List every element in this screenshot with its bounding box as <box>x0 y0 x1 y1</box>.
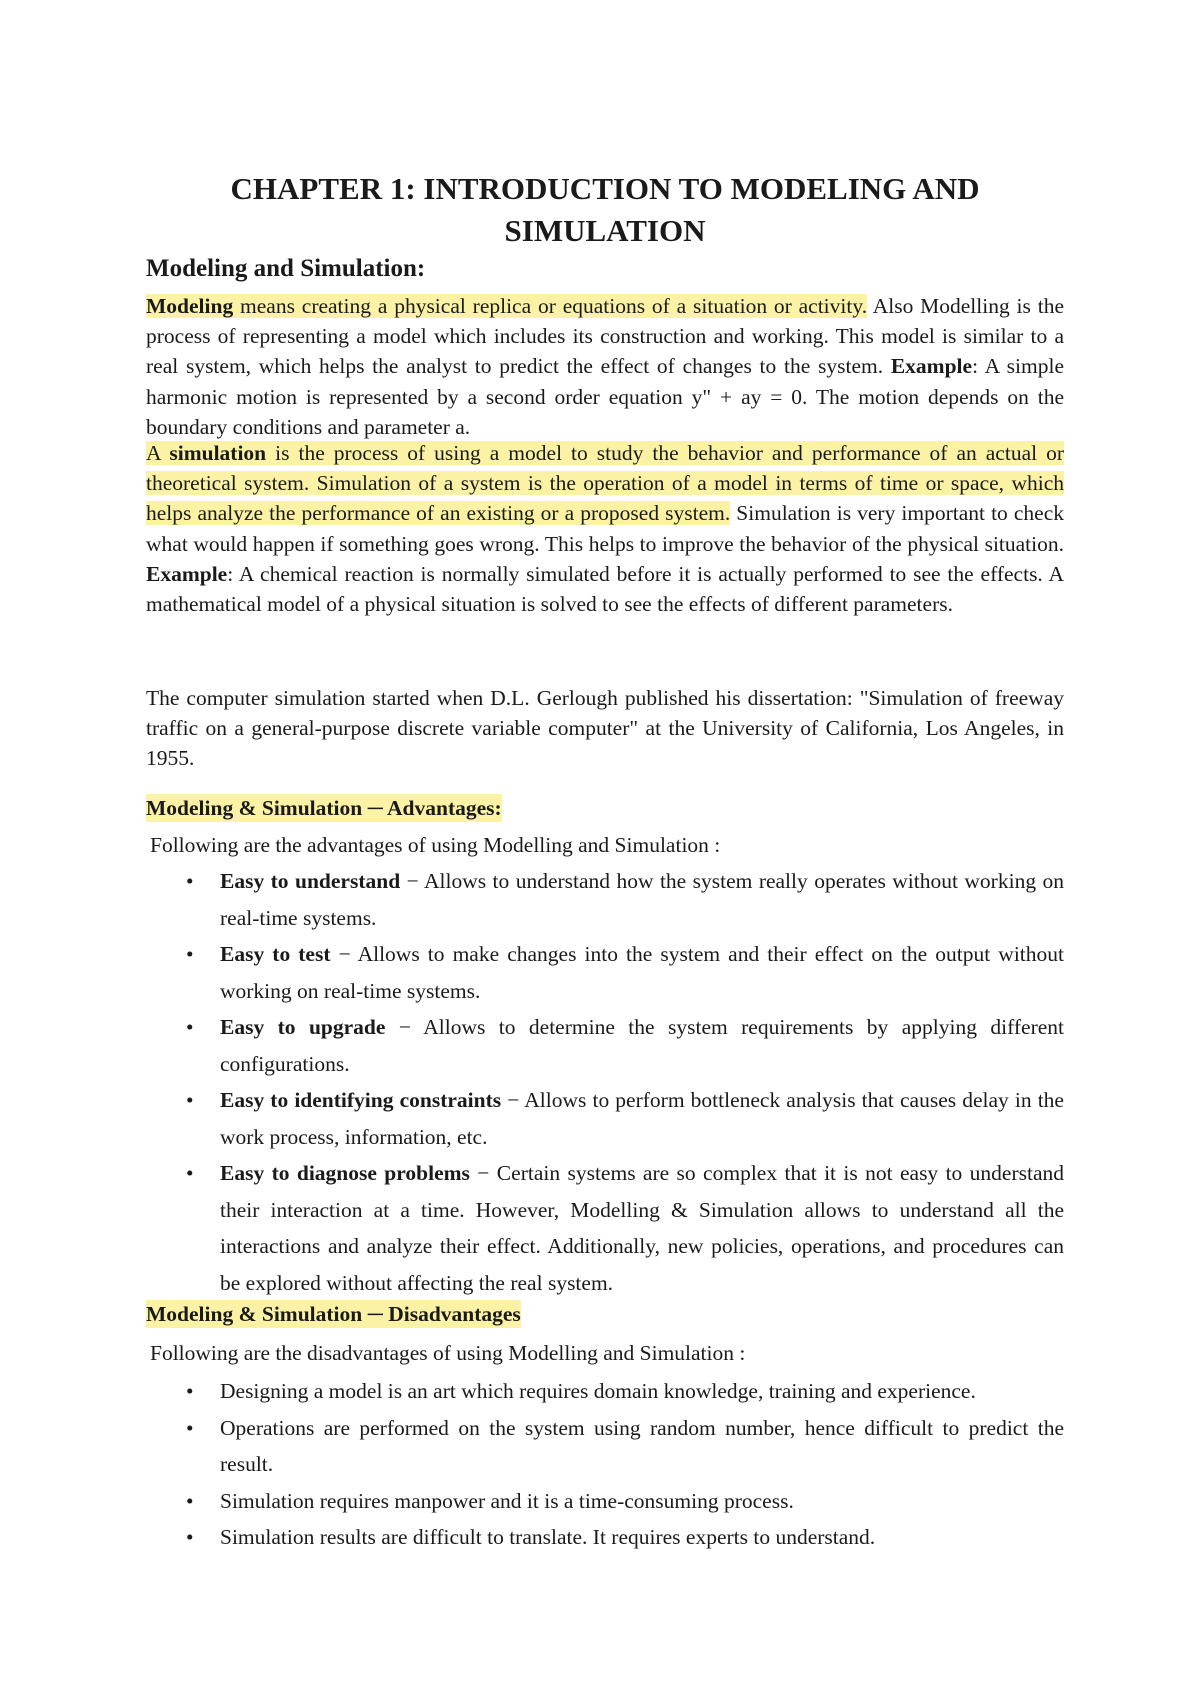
disadvantages-intro: Following are the disadvantages of using Modelling and Simulation : <box>150 1341 746 1365</box>
list-item-text: − Allows to make changes into the system and their effect on the output without working on real-time systems. <box>220 942 1064 1003</box>
advantage-item <box>186 1082 1064 1155</box>
bullet-icon: • <box>186 1379 194 1403</box>
advantage-item <box>186 1009 1064 1082</box>
example-text-1: : A simple harmonic motion is represented by a second order equation y" + ay = 0. The motion depends on the boundary conditions and parameter a. <box>146 354 1064 439</box>
simulation-definition-text: is the process of using a model to study the behavior and performance of an actual or theoretical system. Simulation of a system is the operation of a model in terms of time or space, which helps analyze the performance of an existing or a proposed system. <box>146 441 1064 526</box>
list-item-text: − Allows to understand how the system really operates without working on real-time systems. <box>220 869 1065 930</box>
list-item-content <box>220 1525 875 1549</box>
highlight-modeling-definition <box>146 294 867 318</box>
chapter-title-line1: CHAPTER 1: INTRODUCTION TO MODELING AND <box>230 171 980 206</box>
disadvantage-item <box>186 1483 1064 1520</box>
list-item-content <box>220 1416 1064 1477</box>
bullet-icon: • <box>186 1488 194 1513</box>
bullet-icon: • <box>186 1415 194 1440</box>
list-item-text: − Allows to perform bottleneck analysis that causes delay in the work process, information, etc. <box>220 1088 1064 1149</box>
chapter-title <box>146 168 1064 252</box>
advantages-intro: Following are the advantages of using Modelling and Simulation : <box>150 833 721 857</box>
list-item-text: Designing a model is an art which requires domain knowledge, training and experience. <box>220 1379 976 1403</box>
example-label-1: Example <box>890 354 973 379</box>
bullet-icon: • <box>186 869 194 893</box>
list-item-text: Operations are performed on the system using random number, hence difficult to predict the result. <box>220 1415 1064 1476</box>
list-item-content <box>220 1489 794 1513</box>
paragraph-modeling <box>146 291 1064 442</box>
advantages-heading: Modeling & Simulation ─ Advantages: <box>146 796 502 820</box>
list-item-content <box>220 1161 1064 1295</box>
example-label-2: Example <box>146 561 228 586</box>
bullet-icon: • <box>186 1088 194 1112</box>
disadvantage-item <box>186 1519 1064 1556</box>
list-item-text: Simulation requires manpower and it is a time-consuming process. <box>220 1488 794 1513</box>
list-item-content <box>220 1379 976 1403</box>
list-item-label: Easy to identifying constraints <box>220 1088 502 1112</box>
list-item-label: Easy to upgrade <box>220 1015 386 1039</box>
simulation-lead: A <box>146 441 170 465</box>
advantage-item <box>186 863 1064 936</box>
modeling-detail-text: Also Modelling is the process of representing a model which includes its construction and working. This model is similar to a real system, which helps the analyst to predict the effect of changes to the system. <box>146 294 1064 379</box>
simulation-detail-text: Simulation is very important to check what would happen if something goes wrong. This helps to improve the behavior of the physical situation. <box>146 501 1064 556</box>
list-item-content <box>220 942 1064 1003</box>
disadvantages-heading: Modeling & Simulation ─ Disadvantages <box>146 1302 521 1326</box>
list-item-content <box>220 1015 1064 1076</box>
bullet-icon: • <box>186 942 194 966</box>
list-item-content <box>220 869 1064 930</box>
example-text-2: : A chemical reaction is normally simulated before it is actually performed to see the effects. A mathematical model of a physical situation is solved to see the effects of different parameters. <box>146 561 1064 617</box>
chapter-title-line2: SIMULATION <box>504 213 706 248</box>
paragraph-history: The computer simulation started when D.L. Gerlough published his dissertation: "Simulation of freeway traffic on a general-purpose discrete variable computer" at the University of California, Los Angeles, in 1955. <box>146 686 1064 771</box>
disadvantage-item <box>186 1410 1064 1483</box>
bullet-icon: • <box>186 1525 194 1549</box>
term-modeling: Modeling <box>146 294 234 318</box>
list-item-label: Easy to test <box>220 942 331 966</box>
section-heading: Modeling and Simulation: <box>146 255 426 282</box>
term-simulation: simulation <box>169 441 267 465</box>
paragraph-simulation <box>146 438 1064 619</box>
disadvantages-list <box>186 1373 1064 1556</box>
list-item-text: − Certain systems are so complex that it is not easy to understand their interaction at a time. However, Modelling & Simulation allows to understand all the interactions and analyze their effect. Additionally, new policies, operations, and procedures can be explored without affecting the real system. <box>220 1161 1065 1295</box>
advantage-item <box>186 1155 1064 1301</box>
advantage-item <box>186 936 1064 1009</box>
list-item-text: Simulation results are difficult to translate. It requires experts to understand. <box>220 1525 876 1549</box>
list-item-content <box>220 1088 1064 1149</box>
bullet-icon: • <box>186 1015 194 1039</box>
advantages-list <box>186 863 1064 1301</box>
bullet-icon: • <box>186 1161 194 1185</box>
list-item-text: − Allows to determine the system requirements by applying different configurations. <box>220 1015 1065 1076</box>
modeling-definition-text: means creating a physical replica or equations of a situation or activity. <box>233 294 868 318</box>
list-item-label: Easy to diagnose problems <box>220 1161 470 1185</box>
list-item-label: Easy to understand <box>220 869 401 893</box>
disadvantage-item <box>186 1373 1064 1410</box>
